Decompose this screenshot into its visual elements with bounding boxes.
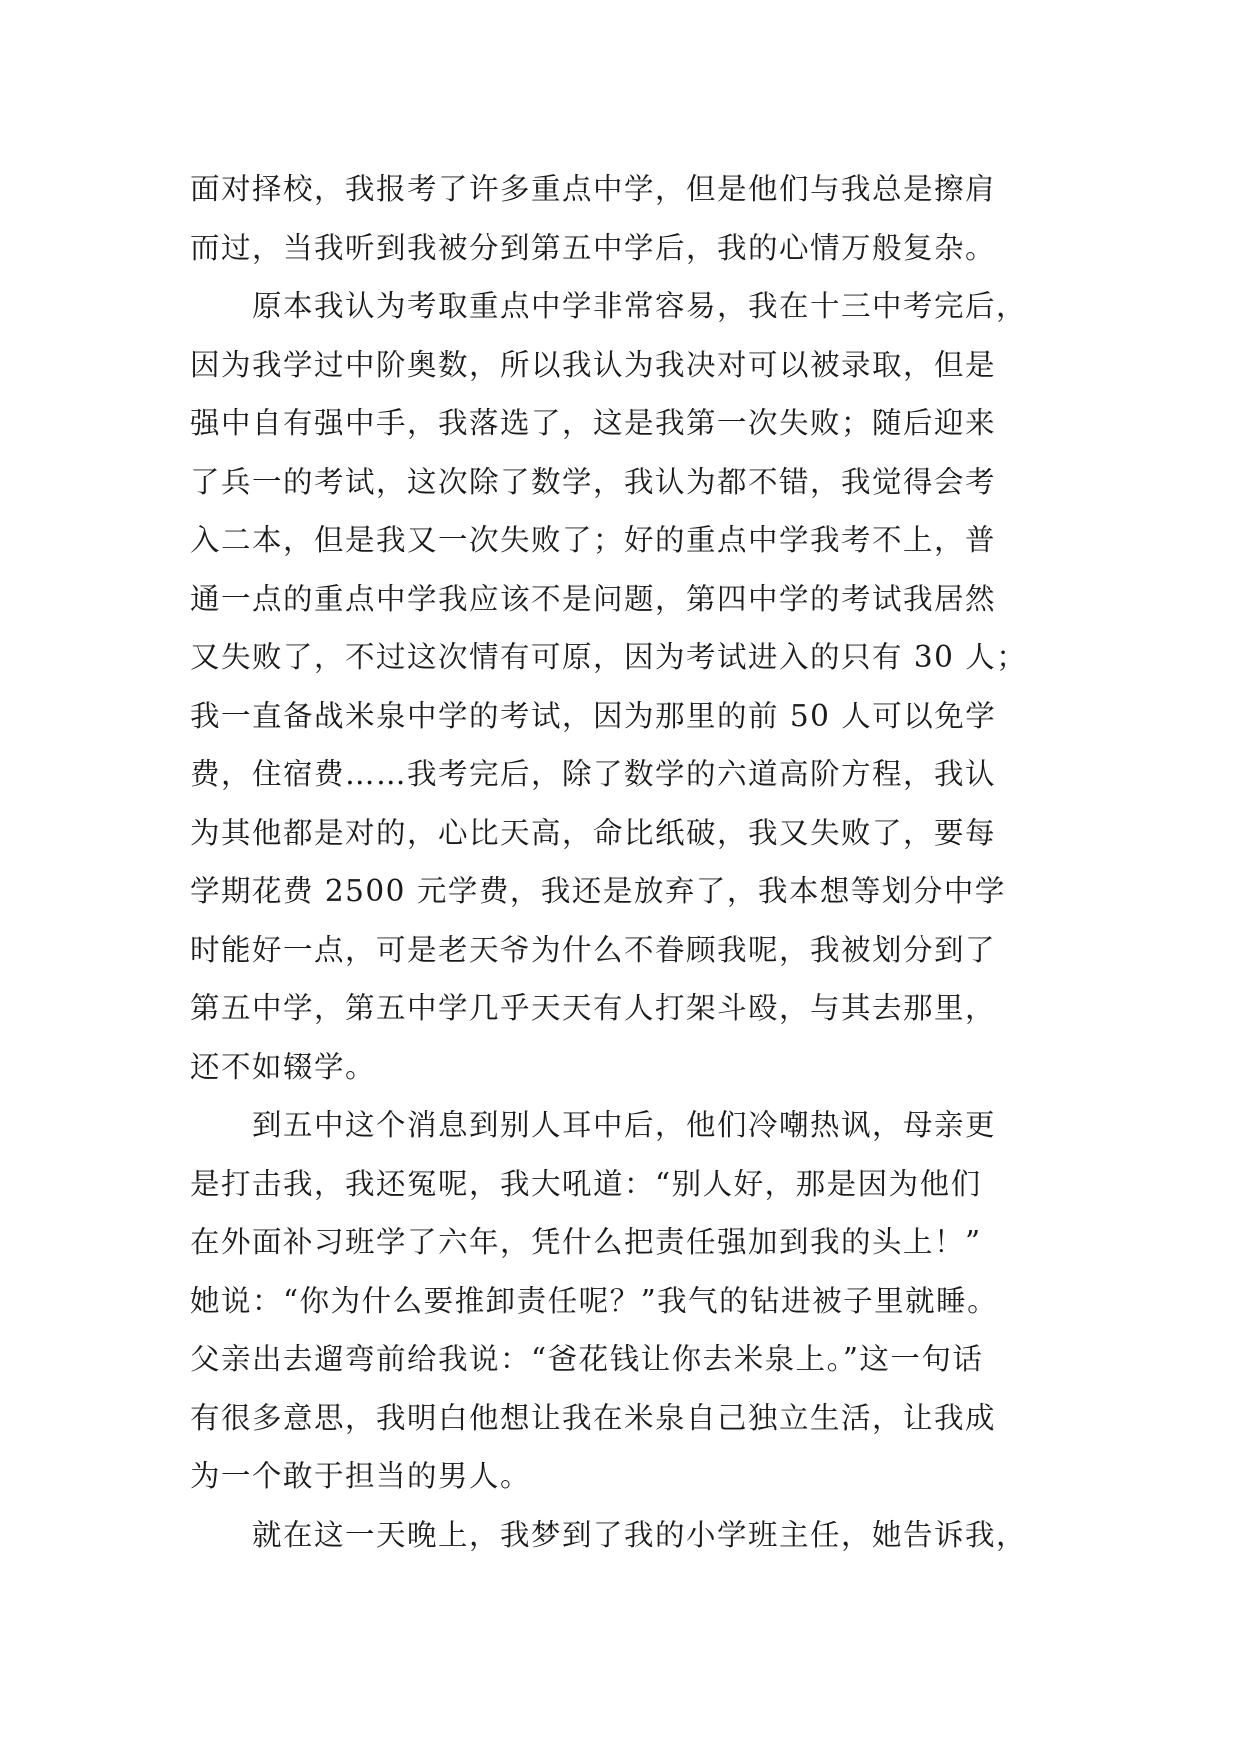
text-line: 第五中学，第五中学几乎天天有人打架斗殴，与其去那里，	[190, 991, 997, 1025]
text-line: 面对择校，我报考了许多重点中学，但是他们与我总是擦肩	[190, 172, 997, 206]
text-line: 了兵一的考试，这次除了数学，我认为都不错，我觉得会考	[190, 464, 997, 499]
text-line: 学期花费 2500 元学费，我还是放弃了，我本想等划分中学	[190, 874, 1006, 908]
text-line: 入二本，但是我又一次失败了；好的重点中学我考不上，普	[190, 523, 997, 557]
text-line: 有很多意思，我明白他想让我在米泉自己独立生活，让我成	[190, 1400, 997, 1435]
text-line: 在外面补习班学了六年，凭什么把责任强加到我的头上！”	[190, 1225, 982, 1259]
text-line: 还不如辍学。	[190, 1049, 377, 1084]
text-line: 又失败了，不过这次情有可原，因为考试进入的只有 30 人；	[190, 640, 1028, 674]
body-text	[190, 160, 1090, 1564]
text-line: 费，住宿费……我考完后，除了数学的六道高阶方程，我认	[190, 757, 997, 791]
text-line: 为一个敢于担当的男人。	[190, 1459, 532, 1493]
text-line: 时能好一点，可是老天爷为什么不眷顾我呢，我被划分到了	[190, 932, 997, 967]
text-line: 而过，当我听到我被分到第五中学后，我的心情万般复杂。	[190, 230, 997, 265]
text-line: 父亲出去遛弯前给我说：“爸花钱让你去米泉上。”这一句话	[190, 1342, 984, 1376]
text-line: 通一点的重点中学我应该不是问题，第四中学的考试我居然	[190, 581, 997, 616]
text-line: 就在这一天晚上，我梦到了我的小学班主任，她告诉我，	[252, 1517, 1028, 1552]
text-line: 我一直备战米泉中学的考试，因为那里的前 50 人可以免学	[190, 698, 997, 733]
text-line: 是打击我，我还冤呢，我大吼道：“别人好，那是因为他们	[190, 1166, 982, 1201]
text-line: 为其他都是对的，心比天高，命比纸破，我又失败了，要每	[190, 815, 997, 850]
text-line: 她说：“你为什么要推卸责任呢？”我气的钻进被子里就睡。	[190, 1283, 999, 1318]
text-line: 因为我学过中阶奥数，所以我认为我决对可以被录取，但是	[190, 347, 997, 382]
text-line: 强中自有强中手，我落选了，这是我第一次失败；随后迎来	[190, 406, 997, 440]
text-line: 原本我认为考取重点中学非常容易，我在十三中考完后，	[252, 289, 1028, 323]
text-line: 到五中这个消息到别人耳中后，他们冷嘲热讽，母亲更	[252, 1108, 997, 1142]
